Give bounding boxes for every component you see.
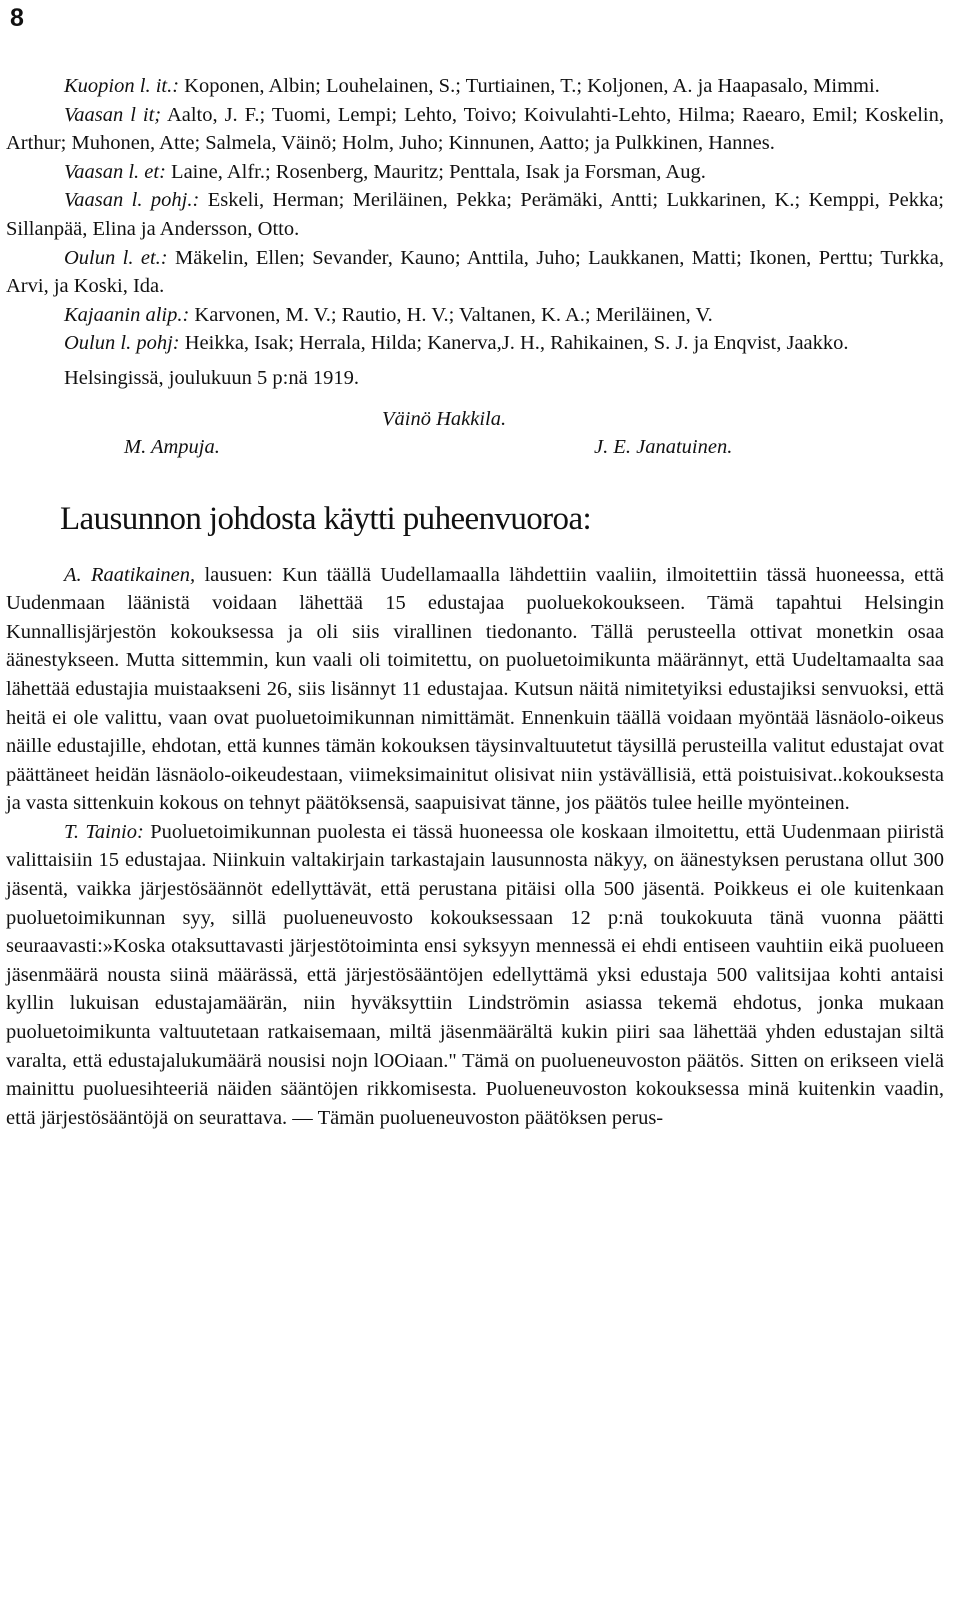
delegate-list-item (6, 101, 944, 158)
delegate-names: Heikka, Isak; Herrala, Hilda; Kanerva,J. H., Rahikainen, S. J. ja Enqvist, Jaakko. (184, 332, 849, 355)
section-heading: Lausunnon johdosta käytti puheenvuoroa: (60, 500, 592, 537)
delegate-list-item (6, 186, 944, 243)
delegate-list-item (6, 329, 944, 358)
document-body (6, 72, 944, 1132)
delegate-list-item (6, 158, 944, 187)
speech-paragraph (6, 561, 944, 818)
district-name: Vaasan l. pohj.: (64, 189, 200, 212)
delegate-names: Laine, Alfr.; Rosenberg, Mauritz; Penttala, Isak ja Forsman, Aug. (171, 160, 706, 183)
speech-text: Puoluetoimikunnan puolesta ei tässä huoneessa ole koskaan ilmoitettu, että Uudenmaan piiristä valittaisiin 15 edustajaa. Niinkuin valtakirjain tarkastajain lausunnosta näkyy, on äänestyksen perustana ollut 300 jäsentä, vaikka järjestösäännöt edellyttävät, että perustana pitäisi olla 500 jäsentä. Poikkeus ei ole kuitenkaan puoluetoimikunnan syy, sillä puolueneuvosto kokouksessaan 12 p:nä toukokuuta tänä vuonna päätti seuraavasti:»Koska otaksuttavasti järjestötoiminta ensi syksyyn mennessä ei ehdi entiseen vauhtiin eikä puolueen jäsenmäärä nousta siinä määrässä, että järjestösääntöjen edellyttämä yksi edustaja 500 valitsijaa kohti antaisi kyllin lukuisan edustajamäärän, niin hyväksyttiin Lindströmin asiassa tekemä ehdotus, jonka mukaan puoluetoimikunta valtuutetaan ratkaisemaan, miltä jäsenmäärältä kukin piiri saa lähettää yhden edustajan siltä varalta, että edustajalukumäärä nousisi nojn lOOiaan." Tämä on puolueneuvoston päätös. Sitten on erikseen vielä mainittu puoluesihteeriä näiden sääntöjen rikkomisesta. Puolueneuvoston kokouksessa minä kuitenkin vaadin, että järjestösääntöjä on seurattava. — Tämän puolueneuvoston päätöksen perus- (6, 820, 944, 1129)
date-line: Helsingissä, joulukuun 5 p:nä 1919. (64, 366, 359, 389)
district-name: Vaasan l. et: (64, 160, 166, 183)
delegate-names: Aalto, J. F.; Tuomi, Lempi; Lehto, Toivo; Koivulahti-Lehto, Hilma; Raearo, Emil; Koskelin, Arthur; Muhonen, Atte; Salmela, Väinö; Holm, Juho; Kinnunen, Aatto; ja Pulkkinen, Hannes. (6, 103, 944, 155)
delegate-list-item (6, 72, 944, 101)
page-number: 8 (10, 4, 24, 32)
district-name: Oulun l. pohj: (64, 332, 180, 355)
speaker-name: T. Tainio: (64, 820, 144, 843)
delegate-names: Mäkelin, Ellen; Sevander, Kauno; Anttila, Juho; Laukkanen, Matti; Ikonen, Perttu; Turkka, Arvi, ja Koski, Ida. (6, 246, 944, 298)
district-name: Oulun l. et.: (64, 246, 168, 269)
district-name: Kuopion l. it.: (64, 75, 180, 97)
delegate-names: Koponen, Albin; Louhelainen, S.; Turtiainen, T.; Koljonen, A. ja Haapasalo, Mimmi. (184, 75, 880, 97)
district-name: Kajaanin alip.: (64, 303, 190, 326)
signature: J. E. Janatuinen. (594, 435, 733, 458)
delegate-names: Eskeli, Herman; Meriläinen, Pekka; Perämäki, Antti; Lukkarinen, K.; Kemppi, Pekka; Sillanpää, Elina ja Andersson, Otto. (6, 189, 944, 240)
district-name: Vaasan l it; (64, 103, 162, 126)
speaker-name: A. Raatikainen, (64, 563, 196, 586)
delegate-list-item (6, 301, 944, 330)
speech-text: lausuen: Kun täällä Uudellamaalla lähdettiin vaaliin, ilmoitettiin tässä huoneessa, että Uudenmaan läänistä voidaan lähettää 15 edustajaa puoluekokoukseen. Tämä tapahtui Helsingin Kunnallisjärjestön kokouksessa ja oli siis virallinen tiedonanto. Tällä perusteella ottivat monetkin osaa äänestykseen. Mutta sittemmin, kun vaali oli toimitettu, on puoluetoimikunta määrännyt, että Uudeltamaalta saa lähettää edustajia muistaakseni 26, siis lisännyt 11 edustajaa. Kutsun näitä nimitetyiksi edustajiksi senvuoksi, että heitä ei ole valittu, vaan ovat puoluetoimikunnan nimittämät. Ennenkuin täällä voidaan myöntää läsnäolo-oikeus näille edustajille, ehdotan, että kunnes tämän kokouksen täysinvaltuutetut täysillä perusteilla valitut edustajat ovat päättäneet heidän läsnäolo-oikeudestaan, viimeksimainitut olisivat niin ystävällisiä, että poistuisivat..kokouksesta ja vasta sittenkuin kokous on tehnyt päätöksensä, saapuisivat tänne, jos päätös tulee heille myönteinen. (6, 563, 944, 815)
signatures (6, 399, 944, 489)
speech-paragraph (6, 818, 944, 1133)
signature: Väinö Hakkila. (382, 407, 507, 430)
signature: M. Ampuja. (124, 435, 220, 458)
delegate-list-item (6, 244, 944, 301)
delegate-names: Karvonen, M. V.; Rautio, H. V.; Valtanen, K. A.; Meriläinen, V. (194, 303, 713, 326)
